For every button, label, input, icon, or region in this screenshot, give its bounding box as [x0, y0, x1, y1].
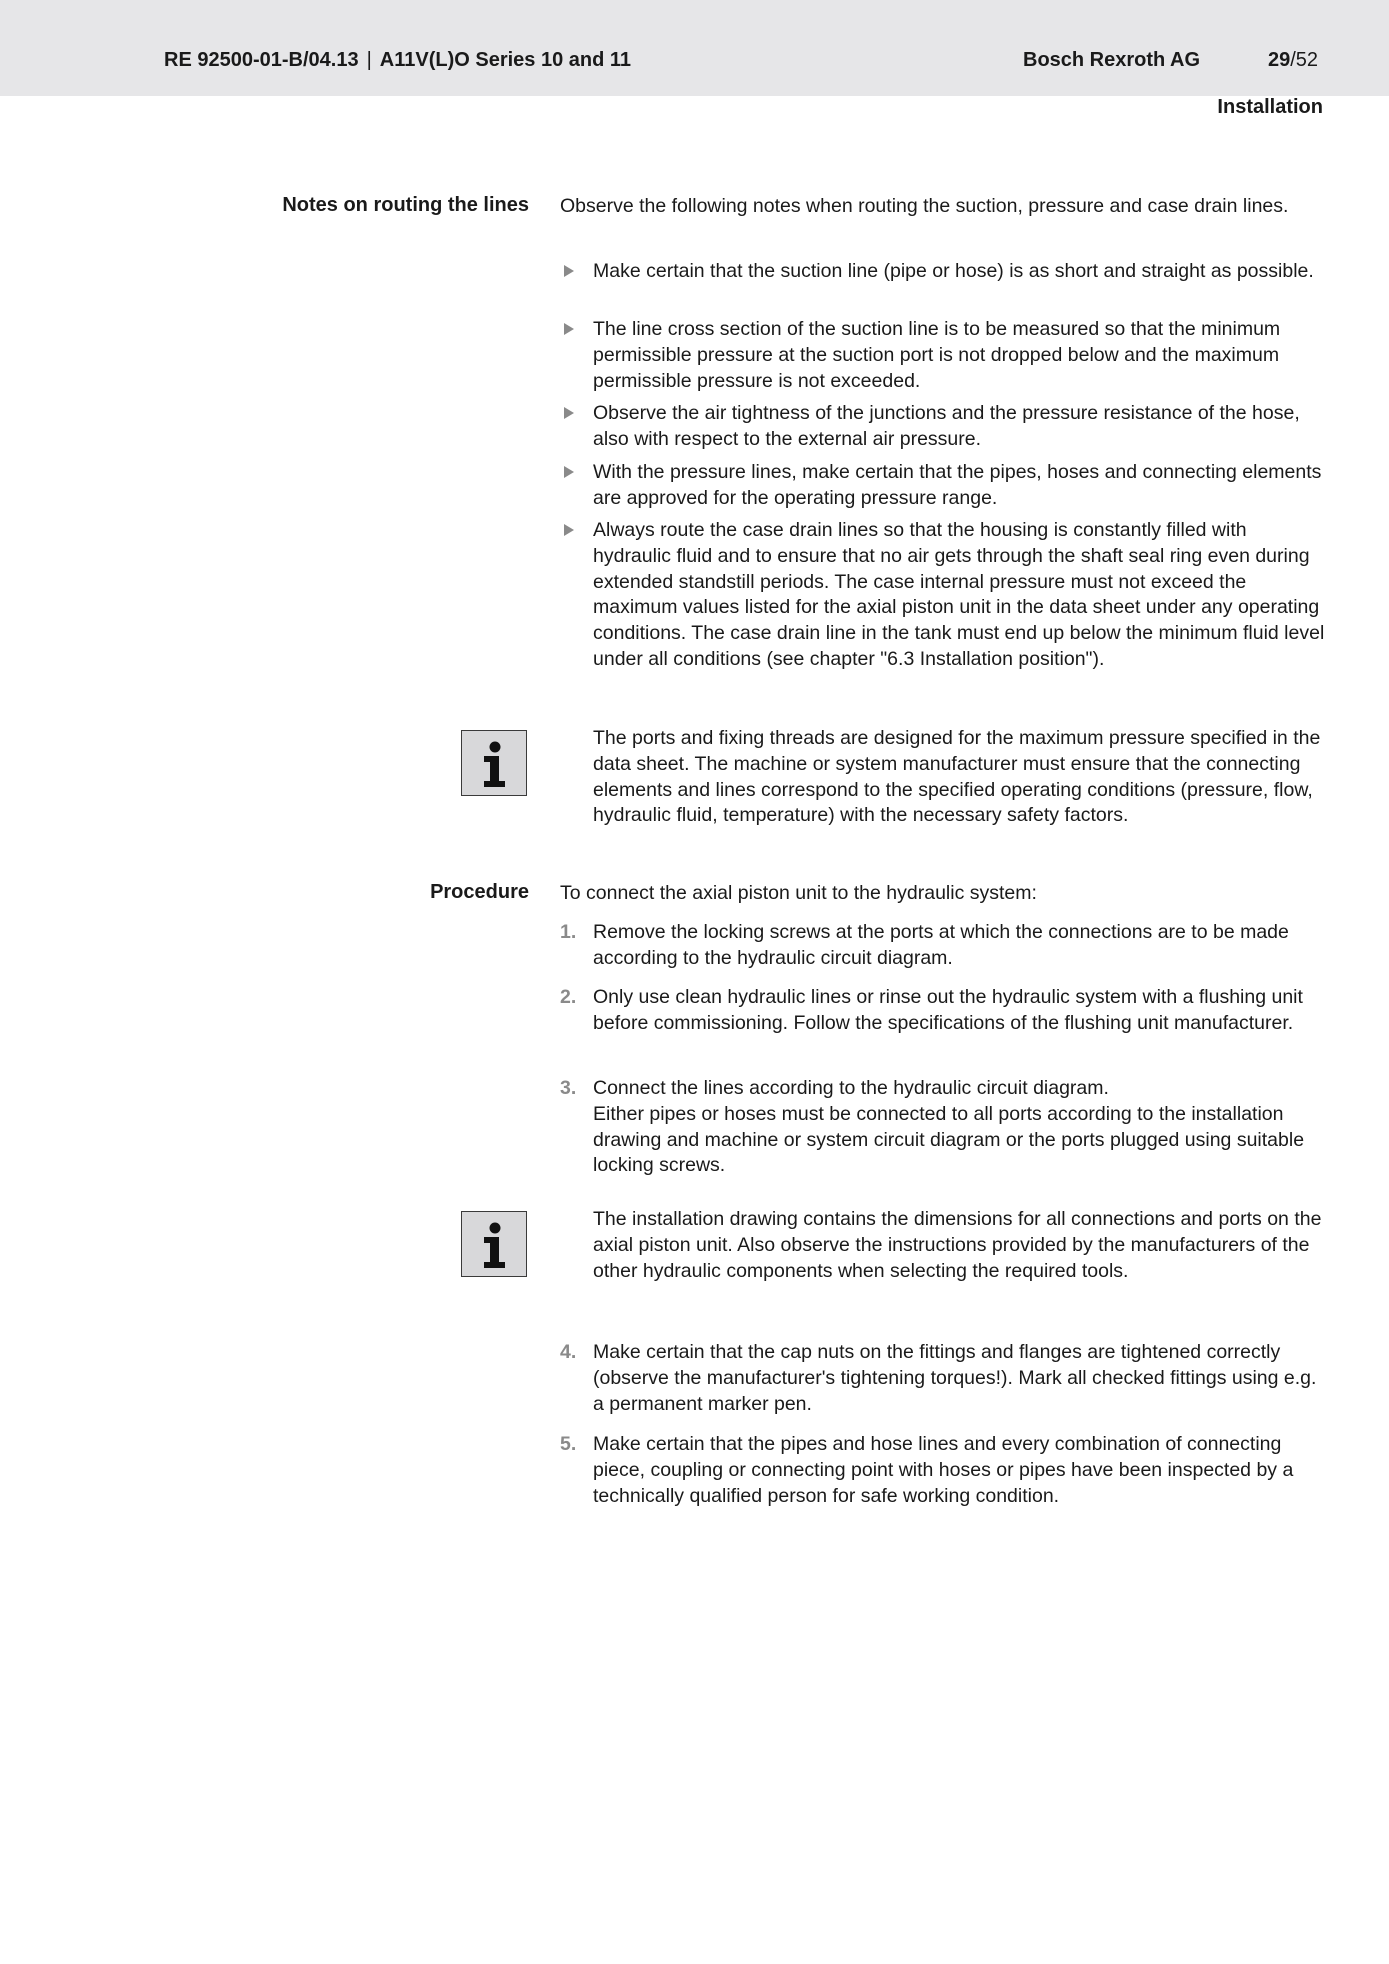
step-text [593, 1076, 1328, 1179]
page-total: /52 [1290, 49, 1319, 71]
step-text: Make certain that the pipes and hose lines and every combination of connecting piece, coupling or connecting point with hoses or pipes have been inspected by a technically qualified person for safe working condition. [593, 1433, 1294, 1507]
page-number [1268, 49, 1318, 72]
routing-note: The ports and fixing threads are designed for the maximum pressure specified in the data sheet. The machine or system manufacturer must ensure that the connecting elements and lines correspond to the specified operating conditions (pressure, flow, hydraulic fluid, temperature) with the necessary safety factors. [593, 727, 1321, 827]
arrow-bullet-icon [564, 265, 574, 277]
arrow-bullet-icon [564, 407, 574, 419]
company-name: Bosch Rexroth AG [1023, 49, 1201, 71]
doc-id: RE 92500-01-B/04.13 [164, 49, 359, 71]
routing-bullet-text: With the pressure lines, make certain that the pipes, hoses and connecting elements are approved for the operating pressure range. [593, 461, 1322, 509]
routing-bullet-text: The line cross section of the suction line is to be measured so that the minimum permissible pressure at the suction port is not dropped below and the maximum permissible pressure is not exceeded. [593, 318, 1281, 392]
step-number: 3. [560, 1077, 577, 1099]
step-text: Remove the locking screws at the ports at which the connections are to be made according to the hydraulic circuit diagram. [593, 921, 1289, 969]
page-current: 29 [1268, 49, 1291, 71]
step-text: Make certain that the cap nuts on the fittings and flanges are tightened correctly (observe the manufacturer's tightening torques!). Mark all checked fittings using e.g. a permanent marker pen. [593, 1341, 1317, 1415]
routing-intro: Observe the following notes when routing the suction, pressure and case drain lines. [560, 195, 1289, 217]
routing-bullet-text: Make certain that the suction line (pipe or hose) is as short and straight as possible. [593, 260, 1314, 282]
header-separator: | [366, 49, 372, 71]
step-number: 1. [560, 921, 577, 943]
arrow-bullet-icon [564, 323, 574, 335]
routing-bullet-text: Observe the air tightness of the junctions and the pressure resistance of the hose, also with respect to the external air pressure. [593, 402, 1300, 450]
step-text: Only use clean hydraulic lines or rinse out the hydraulic system with a flushing unit before commissioning. Follow the specifications of the flushing unit manufacturer. [593, 986, 1303, 1034]
info-icon [461, 1211, 527, 1277]
procedure-intro: To connect the axial piston unit to the hydraulic system: [560, 882, 1037, 904]
arrow-bullet-icon [564, 524, 574, 536]
procedure-note: The installation drawing contains the dimensions for all connections and ports on the axial piston unit. Also observe the instructions provided by the manufacturers of the other hydraulic components when selecting the required tools. [593, 1208, 1322, 1282]
step-number: 4. [560, 1341, 577, 1363]
info-icon [461, 730, 527, 796]
series-title: A11V(L)O Series 10 and 11 [379, 49, 632, 71]
step-text-continued: Either pipes or hoses must be connected to all ports according to the installation drawing and machine or system circuit diagram or the ports plugged using suitable locking screws. [593, 1102, 1305, 1177]
page-header [0, 0, 1389, 96]
header-document-title [164, 49, 631, 72]
arrow-bullet-icon [564, 466, 574, 478]
section-title: Installation [1217, 96, 1323, 118]
step-text-line: Connect the lines according to the hydraulic circuit diagram. [593, 1077, 1109, 1099]
step-number: 2. [560, 986, 577, 1008]
procedure-label: Procedure [430, 881, 529, 903]
routing-bullet-text: Always route the case drain lines so that the housing is constantly filled with hydraulic fluid and to ensure that no air gets through the shaft seal ring even during extended standstill periods. The case internal pressure must not exceed the maximum values listed for the axial piston unit in the data sheet under any operating conditions. The case drain line in the tank must end up below the minimum fluid level under all conditions (see chapter "6.3 Installation position"). [593, 519, 1325, 670]
routing-label: Notes on routing the lines [282, 194, 529, 216]
step-number: 5. [560, 1433, 577, 1455]
